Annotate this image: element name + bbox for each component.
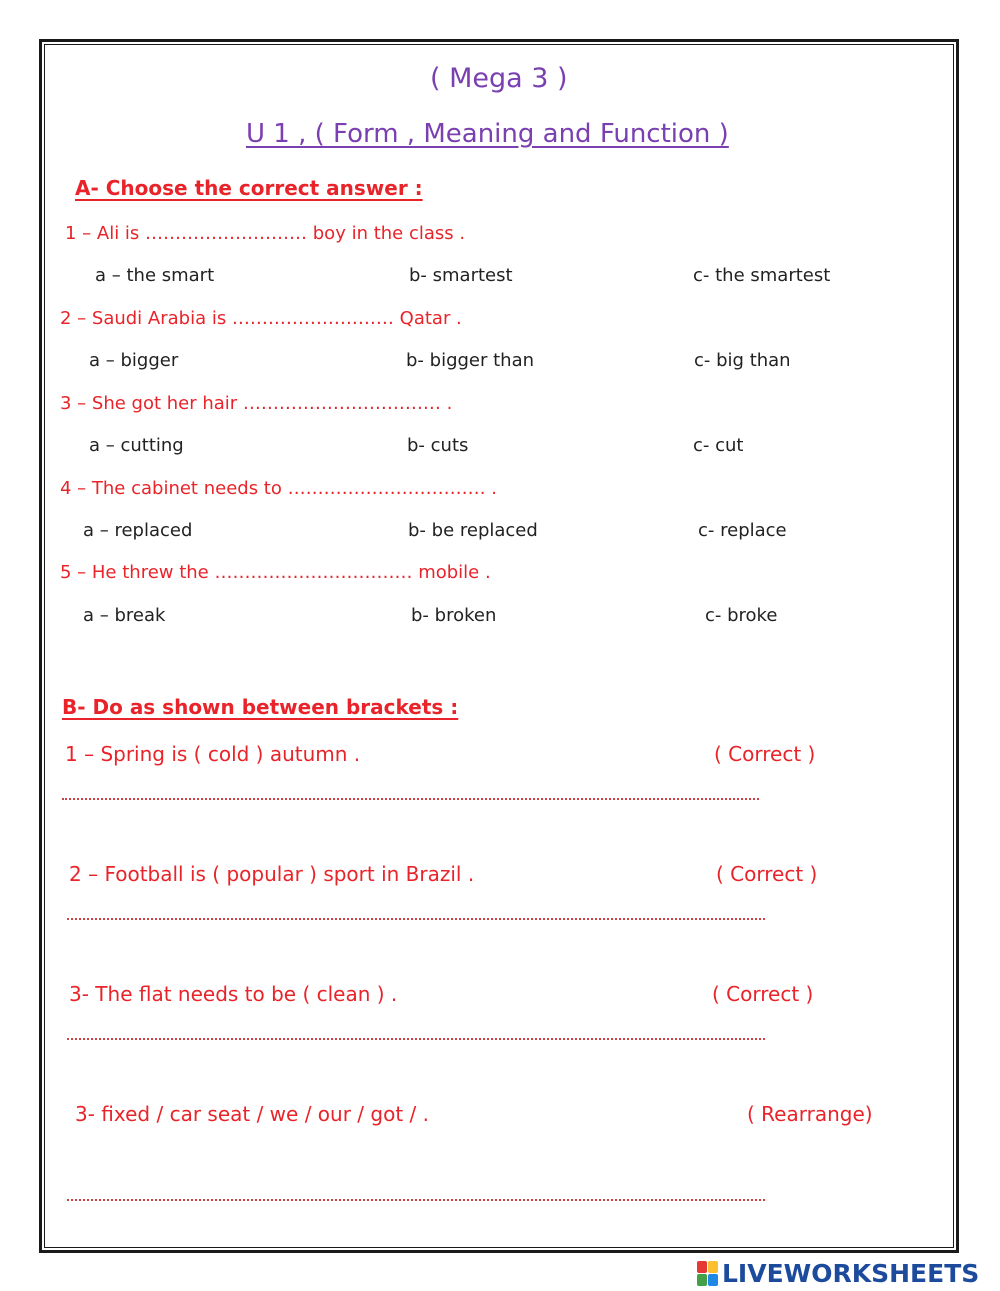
option-a4-a[interactable]: a – replaced xyxy=(83,520,193,541)
option-a5-b[interactable]: b- broken xyxy=(411,605,497,626)
option-a2-c[interactable]: c- big than xyxy=(694,350,791,371)
option-a3-a[interactable]: a – cutting xyxy=(89,435,184,456)
worksheet-title: ( Mega 3 ) xyxy=(430,63,568,94)
brand-name: LIVEWORKSHEETS xyxy=(722,1258,980,1288)
option-a3-c[interactable]: c- cut xyxy=(693,435,744,456)
instruction-b3: ( Correct ) xyxy=(712,982,814,1006)
instruction-b2: ( Correct ) xyxy=(716,862,818,886)
logo-square-3 xyxy=(697,1274,707,1286)
question-a1: 1 – Ali is ……………………… boy in the class . xyxy=(65,223,466,244)
answer-line-b3[interactable] xyxy=(67,1038,765,1040)
question-a4: 4 – The cabinet needs to …………………………… . xyxy=(60,478,498,499)
question-b2: 2 – Football is ( popular ) sport in Brazil . xyxy=(69,862,475,886)
question-a2: 2 – Saudi Arabia is ……………………… Qatar . xyxy=(60,308,462,329)
option-a1-a[interactable]: a – the smart xyxy=(95,265,215,286)
question-b4: 3- fixed / car seat / we / our / got / . xyxy=(75,1102,429,1126)
option-a1-c[interactable]: c- the smartest xyxy=(693,265,831,286)
option-a5-c[interactable]: c- broke xyxy=(705,605,778,626)
question-b3: 3- The flat needs to be ( clean ) . xyxy=(69,982,398,1006)
question-a3: 3 – She got her hair …………………………… . xyxy=(60,393,453,414)
option-a4-c[interactable]: c- replace xyxy=(698,520,787,541)
section-a-heading: A- Choose the correct answer : xyxy=(75,176,423,200)
question-b1: 1 – Spring is ( cold ) autumn . xyxy=(65,742,361,766)
liveworksheets-logo-icon xyxy=(697,1261,718,1286)
option-a1-b[interactable]: b- smartest xyxy=(409,265,513,286)
worksheet-subtitle: U 1 , ( Form , Meaning and Function ) xyxy=(246,119,729,149)
option-a3-b[interactable]: b- cuts xyxy=(407,435,469,456)
question-a5: 5 – He threw the …………………………… mobile . xyxy=(60,562,491,583)
option-a4-b[interactable]: b- be replaced xyxy=(408,520,538,541)
option-a2-a[interactable]: a – bigger xyxy=(89,350,179,371)
section-b-heading: B- Do as shown between brackets : xyxy=(62,695,459,719)
answer-line-b2[interactable] xyxy=(67,918,765,920)
instruction-b1: ( Correct ) xyxy=(714,742,816,766)
instruction-b4: ( Rearrange) xyxy=(747,1102,873,1126)
logo-square-2 xyxy=(708,1261,718,1273)
option-a5-a[interactable]: a – break xyxy=(83,605,166,626)
answer-line-b1[interactable] xyxy=(62,798,759,800)
liveworksheets-brand[interactable] xyxy=(697,1258,979,1288)
option-a2-b[interactable]: b- bigger than xyxy=(406,350,535,371)
answer-line-b4[interactable] xyxy=(67,1199,765,1201)
logo-square-4 xyxy=(708,1274,718,1286)
logo-square-1 xyxy=(697,1261,707,1273)
